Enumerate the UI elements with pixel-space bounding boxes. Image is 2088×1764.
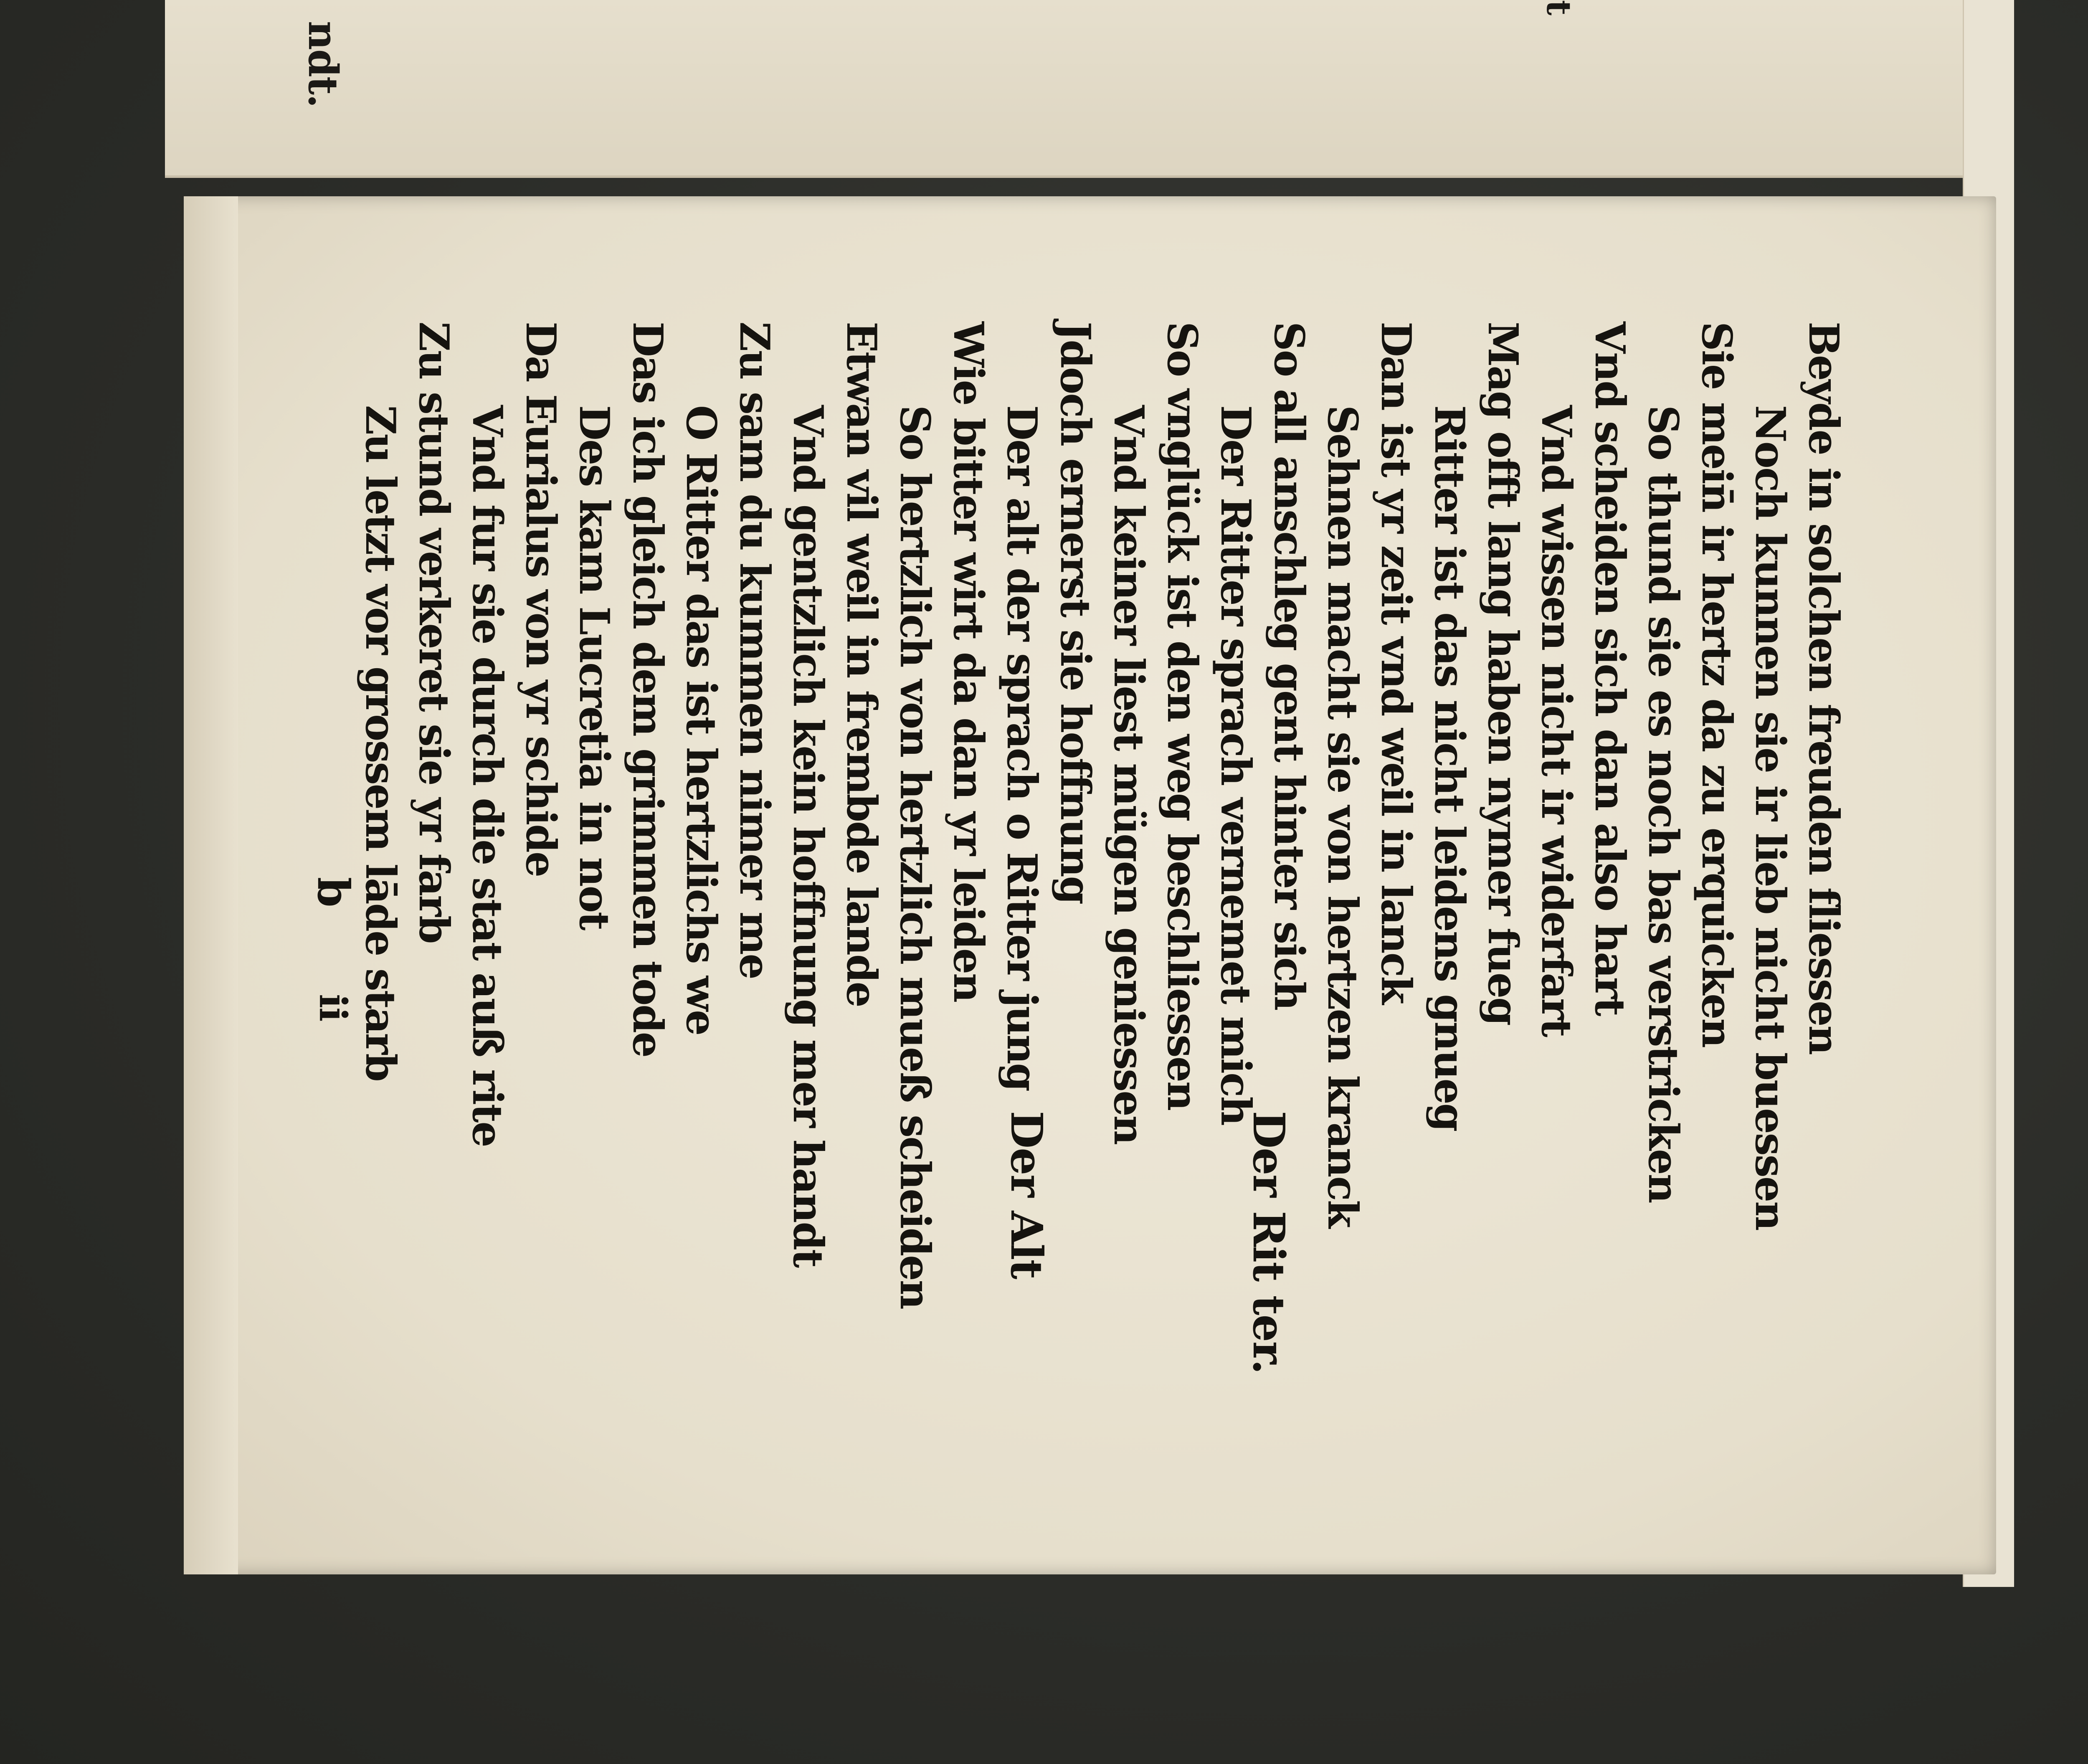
verse-line: Etwan vil weil in frembde lande [837,322,885,1006]
verse-line: Jdoch ernerst sie hoffnung [1051,322,1099,904]
verse-line: Vnd fur sie durch die stat auß rite [463,405,511,1146]
verse-line: Zu stund verkeret sie yr farb [410,322,458,943]
previous-page-strip [165,0,2011,178]
verse-line: Dan ist yr zeit vnd weil in lanck [1372,322,1420,1004]
verse-line: So vnglück ist den weg beschliessen [1158,322,1206,1110]
signature-number: ii [311,994,355,1021]
verse-line: O Ritter das ist hertzlichs we [677,405,725,1035]
verse-line: So thund sie es noch bas verstricken [1639,405,1687,1202]
signature-mark: b [308,877,359,907]
previous-page-text-fragment-right: t [1539,0,1579,15]
verse-text-block [353,322,1850,1407]
verse-line: Das ich gleich dem grimmen tode [623,322,672,1057]
verse-line: Der alt der sprach o Ritter jung [998,405,1046,1090]
verse-line: Noch kunnen sie ir lieb nicht buessen [1746,405,1794,1230]
verse-line: Vnd gentzlich kein hoffnung mer handt [784,405,832,1267]
verse-line: Des kam Lucretia in not [570,405,618,930]
verse-line: Beyde in solchen freuden fliessen [1799,322,1847,1054]
verse-line: Wie bitter wirt da dan yr leiden [944,322,992,1002]
verse-line: Vnd keiner liest mügen geniessen [1105,405,1153,1144]
verse-line: Der Ritter sprach vernemet mich [1211,405,1259,1125]
verse-line: So all anschleg gent hinter sich [1265,322,1313,1010]
verse-line: Vnd wissen nicht ir widerfart [1532,405,1580,1037]
verse-line: Da Eurialus von yr schide [517,322,565,877]
deckled-page-edge [184,196,238,1574]
previous-page-text-fragment-left: ndt. [299,21,347,107]
verse-line: Sehnen macht sie von hertzen kranck [1318,405,1366,1227]
speaker-note-alt: Der Alt [1001,1111,1052,1279]
verse-line: Vnd scheiden sich dan also hart [1586,322,1634,1015]
verse-line: So hertzlich von hertzlich mueß scheiden [891,405,939,1308]
verse-line: Ritter ist das nicht leidens gnueg [1425,405,1473,1131]
verse-line: Sie mein̄ ir hertz da zu erquicken [1693,322,1741,1047]
verse-line: Zu letzt vor grossem lāde starb [356,405,404,1081]
speaker-note-ritter: Der Rit ter. [1243,1111,1295,1374]
verse-line: Mag offt lang haben nymer fueg [1479,322,1527,1025]
verse-line: Zu sam du kummen nimer me [730,322,778,978]
